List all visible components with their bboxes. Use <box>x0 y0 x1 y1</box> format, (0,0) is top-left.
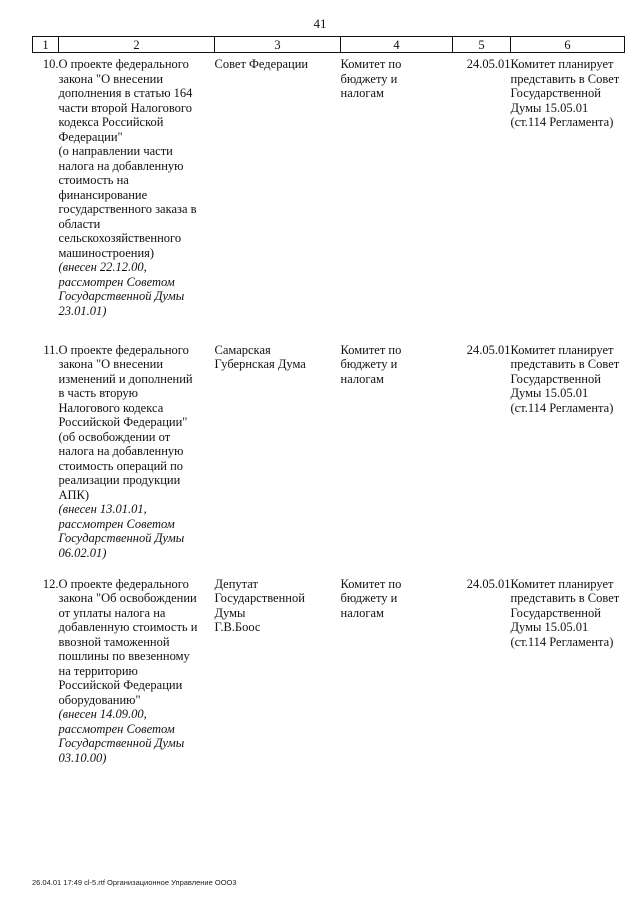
bill-title-line: стоимость операций по <box>58 458 184 473</box>
committee-line: Комитет по <box>340 576 402 591</box>
bill-title-line: пошлины по ввезенному <box>58 649 190 663</box>
initiator-cell <box>215 339 341 573</box>
bill-note-line: рассмотрен Советом <box>58 516 175 531</box>
status-line: представить в Совет <box>510 71 620 86</box>
committee-line: бюджету и <box>340 591 398 605</box>
bill-note-line: 06.02.01) <box>58 545 107 560</box>
bill-note-line: (внесен 14.09.00, <box>58 707 147 721</box>
initiator-line: Г.В.Боос <box>214 620 261 634</box>
bill-title-line: в часть вторую <box>58 386 139 400</box>
date-cell: 24.05.01 <box>466 57 511 71</box>
bill-note-line: рассмотрен Советом <box>58 721 175 736</box>
bill-note-line: Государственной Думы <box>58 289 185 303</box>
bill-title-cell <box>59 339 215 573</box>
bill-note-line: Государственной Думы <box>58 736 185 750</box>
initiator-cell <box>215 573 341 833</box>
bill-title-line: сельскохозяйственного <box>58 231 182 245</box>
initiator-line: Депутат <box>214 576 258 591</box>
bill-title-line: АПК) <box>58 487 90 502</box>
bill-title-line: Российской Федерации <box>58 678 183 692</box>
bill-note-line: рассмотрен Советом <box>58 274 175 289</box>
bill-title-line: на территорию <box>58 663 138 678</box>
bill-title-line: закона "Об освобождении <box>58 591 197 605</box>
committee-cell <box>341 573 453 833</box>
initiator-line: Думы <box>214 605 246 620</box>
bill-title-line: кодекса Российской <box>58 115 164 129</box>
date-cell: 24.05.01 <box>466 342 511 357</box>
header-col-3: 3 <box>215 37 341 53</box>
footer-meta: 26.04.01 17:49 cl-5.rtf Организационное Управление ООО3 <box>32 878 237 887</box>
bill-title-line: дополнения в статью 164 <box>58 86 193 100</box>
status-cell <box>511 339 625 573</box>
status-line: представить в Совет <box>510 357 620 371</box>
status-line: (ст.114 Регламента) <box>510 634 614 649</box>
header-col-5: 5 <box>453 37 511 53</box>
row-number: 10. <box>42 57 59 71</box>
bill-title-cell <box>59 53 215 339</box>
bill-note-line: (внесен 13.01.01, <box>58 502 147 516</box>
status-line: (ст.114 Регламента) <box>510 400 614 415</box>
table-header-row <box>33 37 625 53</box>
committee-line: бюджету и <box>340 71 398 86</box>
committee-line: налогам <box>340 371 384 386</box>
bill-title-line: О проекте федерального <box>58 342 189 357</box>
date-cell: 24.05.01 <box>466 576 511 591</box>
table-row <box>33 53 625 339</box>
table-row <box>33 339 625 573</box>
initiator-line: Совет Федерации <box>214 57 309 71</box>
bill-title-line: области <box>58 216 101 231</box>
status-line: Комитет планирует <box>510 57 614 71</box>
header-col-1: 1 <box>33 37 59 53</box>
bill-note-line: (внесен 22.12.00, <box>58 260 147 274</box>
row-number: 11. <box>43 342 59 357</box>
bill-title-line: Налогового кодекса <box>58 400 164 415</box>
status-line: Государственной <box>510 86 601 100</box>
table-row <box>33 573 625 833</box>
status-line: Думы 15.05.01 <box>510 620 589 634</box>
committee-cell <box>341 339 453 573</box>
initiator-line: Губернская Дума <box>214 357 306 371</box>
status-cell <box>511 573 625 833</box>
status-line: Думы 15.05.01 <box>510 386 589 400</box>
bill-title-line: закона "О внесении <box>58 71 164 86</box>
status-line: Думы 15.05.01 <box>510 100 589 115</box>
committee-line: налогам <box>340 605 384 620</box>
status-line: Комитет планирует <box>510 342 614 357</box>
status-line: (ст.114 Регламента) <box>510 115 614 129</box>
bill-title-line: закона "О внесении <box>58 357 164 371</box>
committee-line: Комитет по <box>340 342 402 357</box>
header-col-2: 2 <box>59 37 215 53</box>
committee-cell <box>341 53 453 339</box>
bill-title-line: государственного заказа в <box>58 202 197 216</box>
status-cell <box>511 53 625 339</box>
bill-title-line: (о направлении части <box>58 144 173 158</box>
page-number: 41 <box>313 16 327 31</box>
bill-note-line: 03.10.00) <box>58 750 107 765</box>
bill-title-line: ввозной таможенной <box>58 634 170 649</box>
committee-line: налогам <box>340 86 384 100</box>
bill-note-line: 23.01.01) <box>58 303 107 318</box>
bill-title-line: машиностроения) <box>58 245 155 260</box>
bill-title-line: добавленную стоимость и <box>58 620 198 634</box>
header-col-4: 4 <box>341 37 453 53</box>
bill-title-line: части второй Налогового <box>58 100 192 115</box>
row-number: 12. <box>42 576 59 591</box>
header-col-6: 6 <box>511 37 625 53</box>
bill-note-line: Государственной Думы <box>58 531 185 545</box>
bill-title-line: от уплаты налога на <box>58 605 166 620</box>
bill-title-line: оборудованию" <box>58 692 141 707</box>
committee-line: бюджету и <box>340 357 398 371</box>
bill-title-line: налога на добавленную <box>58 158 184 173</box>
bill-title-line: изменений и дополнений <box>58 371 193 386</box>
bill-title-cell <box>59 573 215 833</box>
bills-table <box>32 36 625 833</box>
status-line: Государственной <box>510 371 601 386</box>
status-line: Государственной <box>510 605 601 620</box>
bill-title-line: (об освобождении от <box>58 429 171 444</box>
bill-title-line: О проекте федерального <box>58 57 189 71</box>
status-line: представить в Совет <box>510 591 620 605</box>
status-line: Комитет планирует <box>510 576 614 591</box>
bill-title-line: налога на добавленную <box>58 444 184 458</box>
initiator-cell <box>215 53 341 339</box>
bill-title-line: Российской Федерации" <box>58 415 188 429</box>
bill-title-line: стоимость на <box>58 173 129 187</box>
bill-title-line: реализации продукции <box>58 473 181 487</box>
bill-title-line: финансирование <box>58 187 148 202</box>
bill-title-line: Федерации" <box>58 129 123 144</box>
initiator-line: Самарская <box>214 342 271 357</box>
bill-title-line: О проекте федерального <box>58 576 189 591</box>
initiator-line: Государственной <box>214 591 305 605</box>
committee-line: Комитет по <box>340 57 402 71</box>
